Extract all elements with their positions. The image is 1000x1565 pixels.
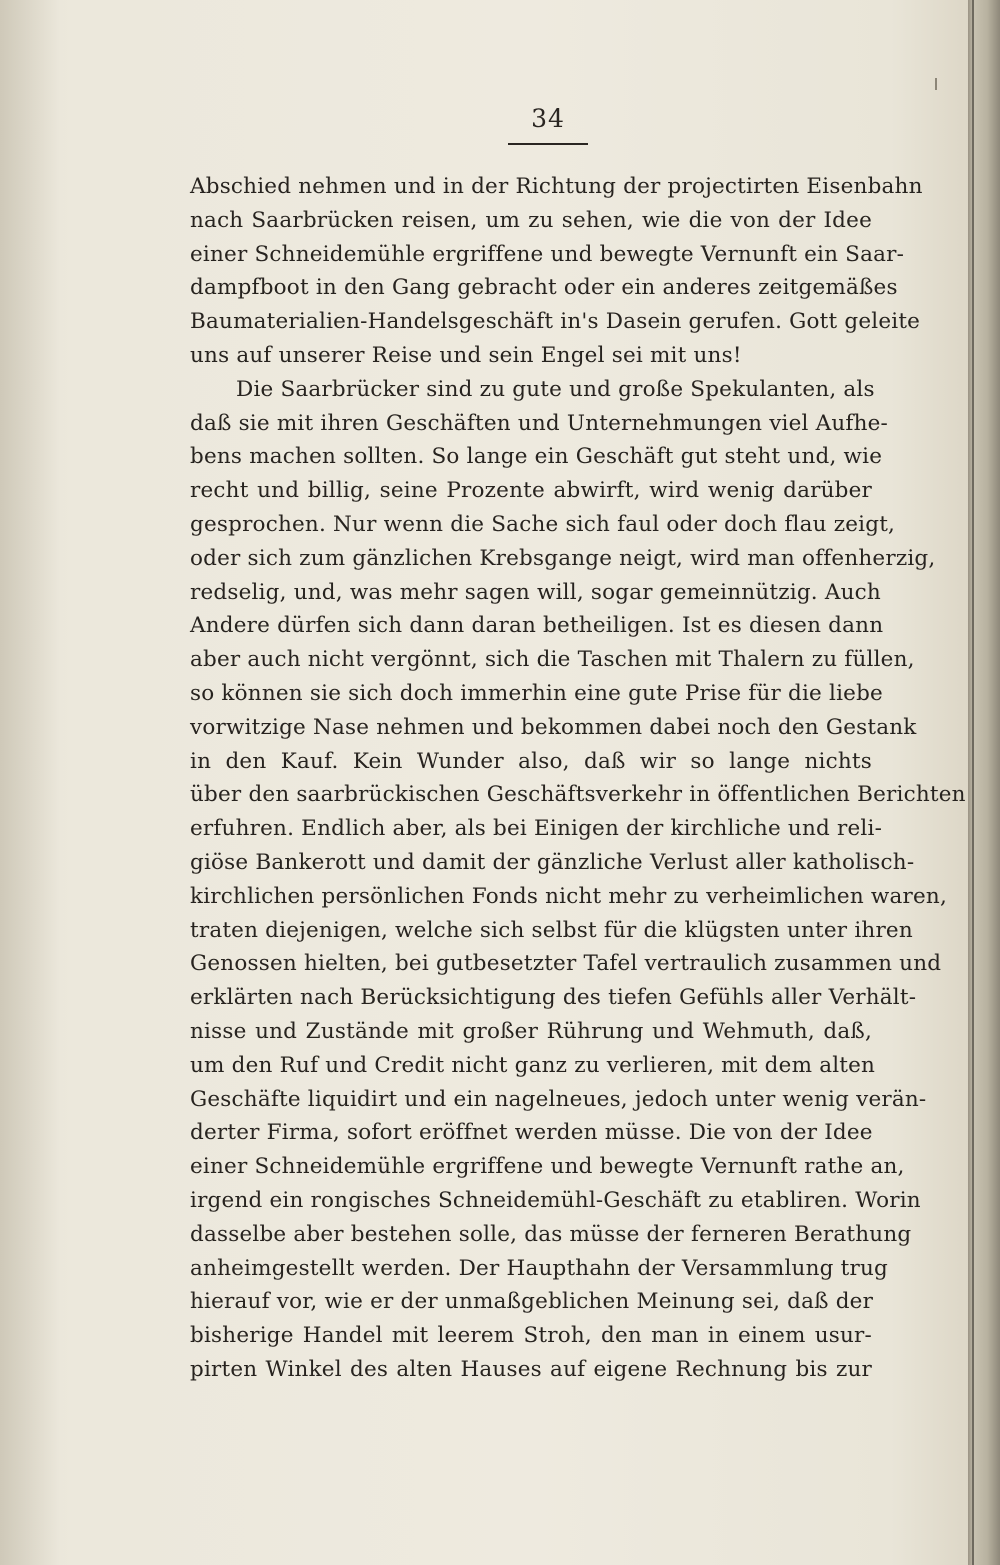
text-line: über den saarbrückischen Geschäftsverkehr in öffentlichen Berichten bbox=[190, 782, 966, 808]
text-line: kirchlichen persönlichen Fonds nicht mehr zu verheimlichen waren, bbox=[190, 883, 948, 909]
text-line: uns auf unserer Reise und sein Engel sei mit uns! bbox=[190, 342, 742, 368]
text-line: derter Firma, sofort eröffnet werden müsse. Die von der Idee bbox=[190, 1120, 873, 1146]
text-line: daß sie mit ihren Geschäften und Unternehmungen viel Aufhe- bbox=[190, 410, 889, 436]
page-number: 34 bbox=[531, 104, 565, 133]
text-line: Baumaterialien-Handelsgeschäft in's Dasein gerufen. Gott geleite bbox=[190, 309, 921, 335]
spine-shadow bbox=[0, 0, 60, 1565]
text-line: Andere dürfen sich dann daran betheiligen. Ist es diesen dann bbox=[190, 613, 884, 639]
text-line: um den Ruf und Credit nicht ganz zu verlieren, mit dem alten bbox=[190, 1052, 876, 1078]
text-line: Abschied nehmen und in der Richtung der projectirten Eisenbahn bbox=[190, 174, 923, 199]
text-line: pirten Winkel des alten Hauses auf eigene Rechnung bis zur bbox=[190, 1356, 872, 1382]
text-line: aber auch nicht vergönnt, sich die Taschen mit Thalern zu füllen, bbox=[190, 647, 915, 673]
text-line: Geschäfte liquidirt und ein nagelneues, jedoch unter wenig verän- bbox=[190, 1086, 927, 1112]
text-line: erfuhren. Endlich aber, als bei Einigen der kirchliche und reli- bbox=[190, 816, 883, 842]
text-line: redselig, und, was mehr sagen will, sogar gemeinnützig. Auch bbox=[190, 579, 881, 605]
text-line: oder sich zum gänzlichen Krebsgange neigt, wird man offenherzig, bbox=[190, 545, 936, 571]
text-line: recht und billig, seine Prozente abwirft, wird wenig darüber bbox=[190, 478, 872, 504]
text-line: nach Saarbrücken reisen, um zu sehen, wie die von der Idee bbox=[190, 207, 872, 233]
text-line: dasselbe aber bestehen solle, das müsse der ferneren Berathung bbox=[190, 1221, 912, 1247]
text-line: bens machen sollten. So lange ein Geschäft gut steht und, wie bbox=[190, 444, 883, 470]
text-line: hierauf vor, wie er der unmaßgeblichen Meinung sei, daß der bbox=[190, 1289, 874, 1315]
text-line: nisse und Zustände mit großer Rührung und Wehmuth, daß, bbox=[190, 1018, 872, 1044]
text-line: Genossen hielten, bei gutbesetzter Tafel vertraulich zusammen und bbox=[190, 951, 942, 977]
paper-speck bbox=[935, 78, 937, 90]
text-line: einer Schneidemühle ergriffene und bewegte Vernunft ein Saar- bbox=[190, 241, 905, 267]
text-line: vorwitzige Nase nehmen und bekommen dabei noch den Gestank bbox=[190, 714, 917, 740]
text-line: so können sie sich doch immerhin eine gute Prise für die liebe bbox=[190, 680, 883, 706]
text-line: anheimgestellt werden. Der Haupthahn der Versammlung trug bbox=[190, 1255, 888, 1281]
text-line: traten diejenigen, welche sich selbst für die klügsten unter ihren bbox=[190, 917, 913, 943]
text-line: einer Schneidemühle ergriffene und bewegte Vernunft rathe an, bbox=[190, 1154, 905, 1180]
text-line: erklärten nach Berücksichtigung des tiefen Gefühls aller Verhält- bbox=[190, 985, 917, 1011]
text-line: giöse Bankerott und damit der gänzliche Verlust aller katholisch- bbox=[190, 849, 915, 875]
text-line: bisherige Handel mit leerem Stroh, den man in einem usur- bbox=[190, 1323, 872, 1349]
text-line: gesprochen. Nur wenn die Sache sich faul oder doch flau zeigt, bbox=[190, 511, 896, 537]
text-line: irgend ein rongisches Schneidemühl-Geschäft zu etabliren. Worin bbox=[190, 1187, 921, 1213]
text-line: in den Kauf. Kein Wunder also, daß wir so lange nichts bbox=[190, 748, 872, 774]
text-line: Die Saarbrücker sind zu gute und große Spekulanten, als bbox=[236, 376, 875, 402]
body-text bbox=[190, 170, 966, 1387]
page-number-rule bbox=[508, 143, 588, 145]
text-line: dampfboot in den Gang gebracht oder ein anderes zeitgemäßes bbox=[190, 275, 898, 301]
page-edge-line bbox=[972, 0, 974, 1565]
